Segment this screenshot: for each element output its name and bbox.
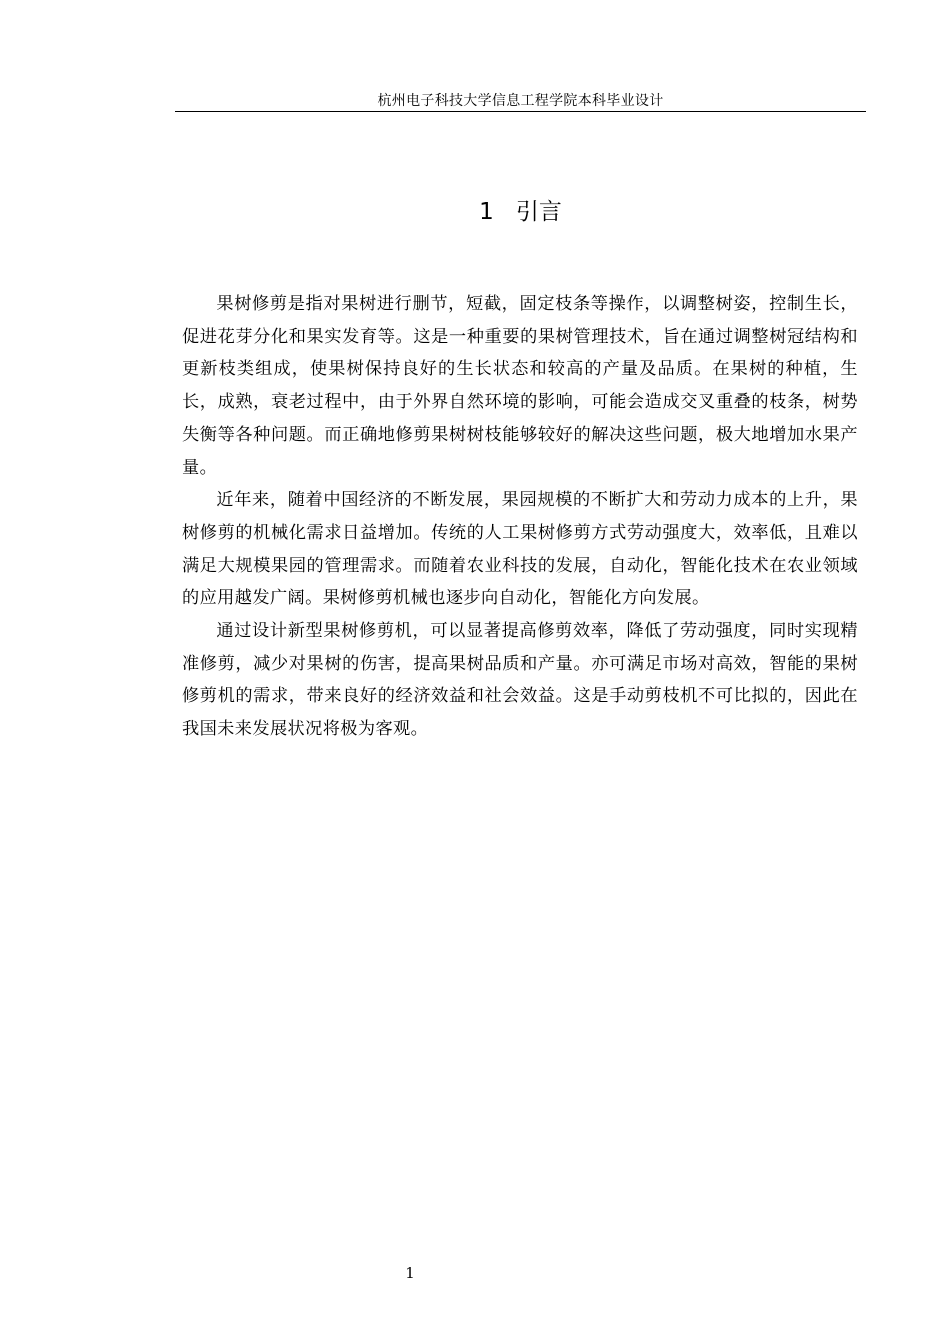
chapter-number: 1 bbox=[479, 199, 494, 225]
paragraph-2: 近年来，随着中国经济的不断发展，果园规模的不断扩大和劳动力成本的上升，果树修剪的机械化需求日益增加。传统的人工果树修剪方式劳动强度大，效率低，且难以满足大规模果园的管理需求。而随着农业科技的发展，自动化，智能化技术在农业领域的应用越发广阔。果树修剪机械也逐步向自动化，智能化方向发展。 bbox=[182, 490, 858, 609]
running-header: 杭州电子科技大学信息工程学院本科毕业设计 bbox=[377, 93, 664, 109]
paragraph-1: 果树修剪是指对果树进行删节，短截，固定枝条等操作，以调整树姿，控制生长，促进花芽分化和果实发育等。这是一种重要的果树管理技术，旨在通过调整树冠结构和更新枝类组成，使果树保持良好的生长状态和较高的产量及品质。在果树的种植，生长，成熟，衰老过程中，由于外界自然环境的影响，可能会造成交叉重叠的枝条，树势失衡等各种问题。而正确地修剪果树树枝能够较好的解决这些问题，极大地增加水果产量。 bbox=[182, 294, 858, 478]
header-rule bbox=[175, 111, 866, 112]
chapter-title bbox=[175, 196, 866, 228]
chapter-title-text: 引言 bbox=[515, 199, 562, 225]
paragraph-3: 通过设计新型果树修剪机，可以显著提高修剪效率，降低了劳动强度，同时实现精准修剪，减少对果树的伤害，提高果树品质和产量。亦可满足市场对高效，智能的果树修剪机的需求，带来良好的经济效益和社会效益。这是手动剪枝机不可比拟的，因此在我国未来发展状况将极为客观。 bbox=[182, 621, 858, 740]
body-text bbox=[182, 288, 858, 746]
page-number: 1 bbox=[405, 1264, 415, 1282]
